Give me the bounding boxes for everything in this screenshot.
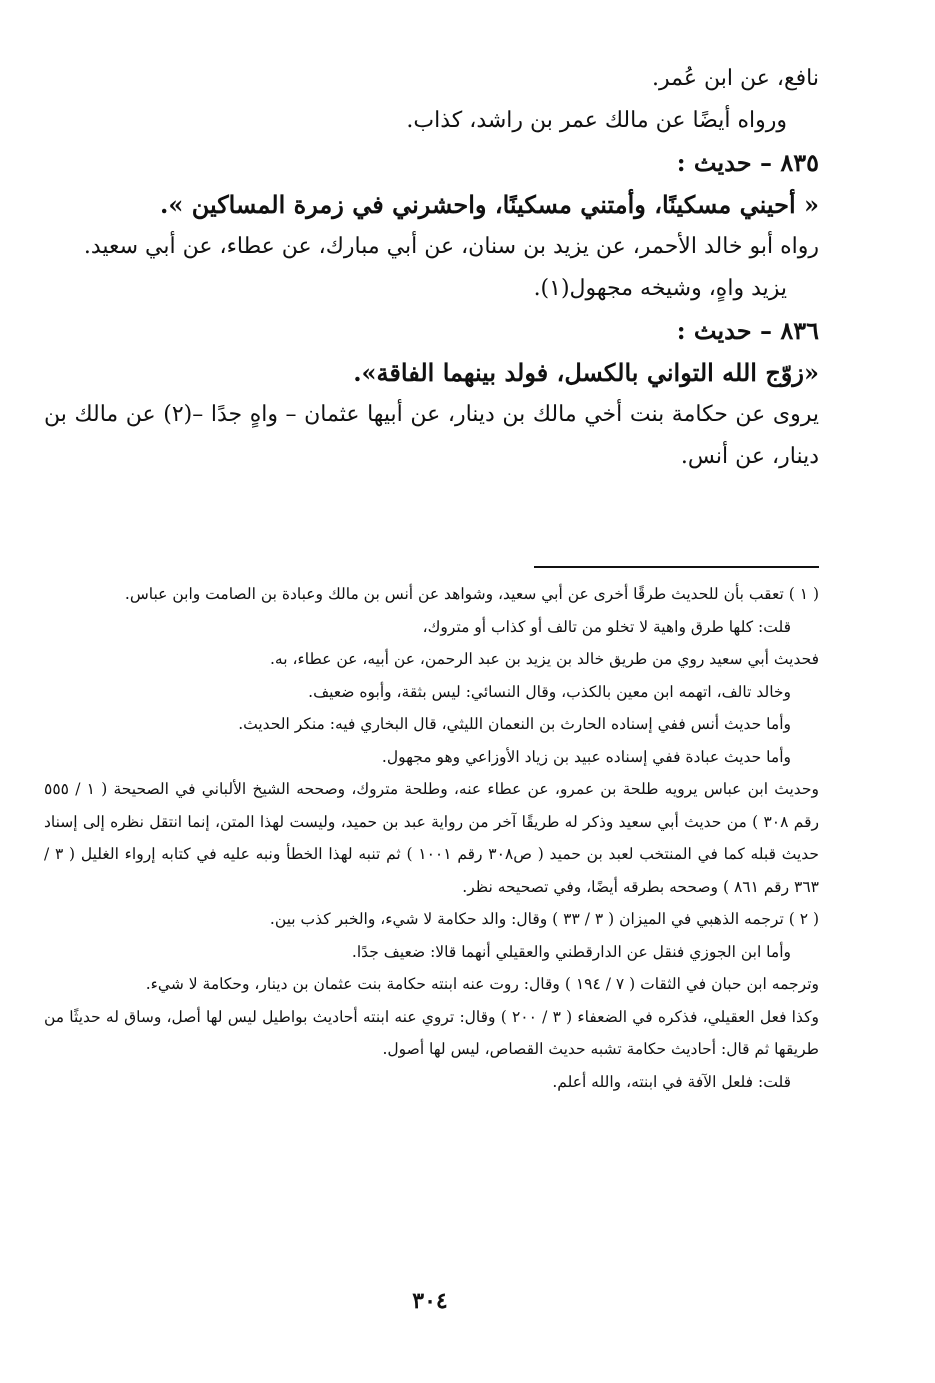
footnote-1-paragraph: وحديث ابن عباس يرويه طلحة بن عمرو، عن عطاء عنه، وطلحة متروك، وصححه الشيخ الألباني في الصحيحة ( ١ / ٥٥٥ رقم ٣٠٨ ) من حديث أبي سعيد وذكر له طريقًا آخر من رواية عبد بن حميد، وليست لهذا المتن، إنما انتقل نظره إلى إسناد حديث قبله كما في المنتخب لعبد بن حميد ( ص٣٠٨ رقم ١٠٠١ ) ثم تنبه لهذا الخطأ ونبه عليه في كتابه إرواء الغليل ( ٣ / ٣٦٣ رقم ٨٦١ ) وصححه بطرقه أيضًا، وفي تصحيحه نظر. [44,780,819,896]
hadith-835-chain: رواه أبو خالد الأحمر، عن يزيد بن سنان، عن أبي مبارك، عن عطاء، عن أبي سعيد. [83,234,819,259]
main-text [44,58,819,478]
footnote-2-line: وكذا فعل العقيلي، فذكره في الضعفاء ( ٣ / ٢٠٠ ) وقال: تروي عنه ابنته أحاديث بواطيل ليس لها أصل، وساق له حديثًا من طريقها ثم قال: أحاديث حكامة تشبه حديث القصاص، ليس لها أصول. [44,1007,819,1058]
hadith-835-text: « أحيني مسكينًا، وأمتني مسكينًا، واحشرني في زمرة المساكين ». [160,190,819,219]
footnote-2-line: قلت: فلعل الآفة في ابنته، والله أعلم. [552,1072,791,1091]
hadith-836-text: «زوّج الله التواني بالكسل، فولد بينهما الفاقة». [353,358,819,387]
hadith-836-heading: ٨٣٦ – حديث : [676,316,819,345]
footnote-divider [534,566,819,568]
hadith-835-heading: ٨٣٥ – حديث : [676,148,819,177]
hadith-836-chain: يروى عن حكامة بنت أخي مالك بن دينار، عن أبيها عثمان – واهٍ جدًا –(٢) عن مالك بن دينار، عن أنس. [44,402,819,469]
footnote-1-line: وأما حديث أنس ففي إسناده الحارث بن النعمان الليثي، قال البخاري فيه: منكر الحديث. [238,715,791,733]
footnote-1-line: وأما حديث عبادة ففي إسناده عبيد بن زياد الأوزاعي وهو مجهول. [381,747,791,766]
footnote-1-line: فحديث أبي سعيد روي من طريق خالد بن يزيد بن عبد الرحمن، عن أبيه، عن عطاء، به. [270,650,819,668]
footnote-2-line: وترجمه ابن حبان في الثقات ( ٧ / ١٩٤ ) وقال: روت عنه ابنته حكامة بنت عثمان بن دينار، وحكامة لا شيء. [145,975,819,993]
footnote-1-line: ( ١ ) تعقب بأن للحديث طرقًا أخرى عن أبي سعيد، وشواهد عن أنس بن مالك وعبادة بن الصامت وابن عباس. [124,585,819,603]
footnote-1-line: قلت: كلها طرق واهية لا تخلو من تالف أو كذاب أو متروك، [422,617,791,636]
text-line: ورواه أيضًا عن مالك عمر بن راشد، كذاب. [406,108,787,133]
footnote-2-line: وأما ابن الجوزي فنقل عن الدارقطني والعقيلي أنهما قالا: ضعيف جدًا. [351,942,791,961]
footnote-2-line: ( ٢ ) ترجمه الذهبي في الميزان ( ٣ / ٣٣ ) وقال: والد حكامة لا شيء، والخبر كذب بين. [269,910,819,928]
footnote-1-line: وخالد تالف، اتهمه ابن معين بالكذب، وقال النسائي: ليس بثقة، وأبوه ضعيف. [308,682,791,701]
page-number: ٣٠٤ [412,1288,448,1314]
text-line: نافع، عن ابن عُمر. [652,66,819,91]
footnotes [44,578,819,1098]
hadith-835-note: يزيد واهٍ، وشيخه مجهول(١). [533,276,787,301]
